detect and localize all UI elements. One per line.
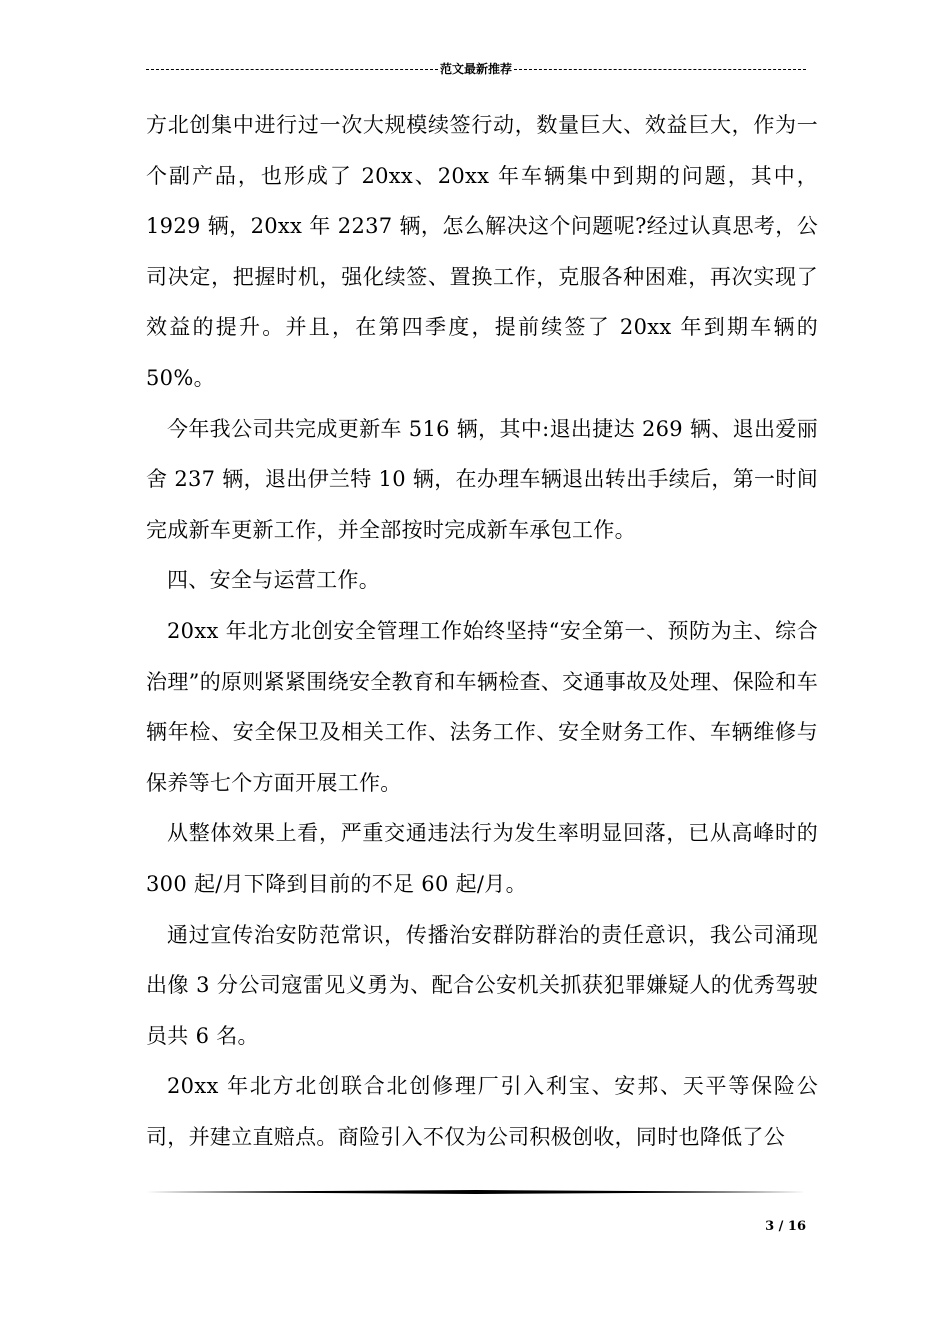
paragraph-5: 通过宣传治安防范常识，传播治安群防群治的责任意识，我公司涌现出像 3 分公司寇雷见义勇为、配合公安机关抓获犯罪嫌疑人的优秀驾驶员共 6 名。 <box>146 922 818 1048</box>
document-body <box>146 100 818 1162</box>
page-number: 3 / 16 <box>765 1219 806 1234</box>
page-header <box>146 58 806 78</box>
header-dashed-rule-right <box>514 69 806 70</box>
footer-divider <box>146 1190 806 1194</box>
paragraph-2: 今年我公司共完成更新车 516 辆，其中:退出捷达 269 辆、退出爱丽舍 237 辆，退出伊兰特 10 辆，在办理车辆退出转出手续后，第一时间完成新车更新工作，并全部按时完成新车承包工作。 <box>146 416 818 542</box>
paragraph-1: 方北创集中进行过一次大规模续签行动，数量巨大、效益巨大，作为一个副产品，也形成了 20xx、20xx 年车辆集中到期的问题，其中，1929 辆，20xx 年 2237 辆，怎么解决这个问题呢?经过认真思考，公司决定，把握时机，强化续签、置换工作，克服各种困难，再次实现了效益的提升。并且，在第四季度，提前续签了 20xx 年到期车辆的50%。 <box>146 113 818 390</box>
paragraph-6: 20xx 年北方北创联合北创修理厂引入利宝、安邦、天平等保险公司，并建立直赔点。商险引入不仅为公司积极创收，同时也降低了公 <box>146 1074 818 1149</box>
section-heading: 四、安全与运营工作。 <box>167 568 380 593</box>
header-title: 范文最新推荐 <box>440 61 513 76</box>
paragraph-3: 20xx 年北方北创安全管理工作始终坚持“安全第一、预防为主、综合治理”的原则紧紧围绕安全教育和车辆检查、交通事故及处理、保险和车辆年检、安全保卫及相关工作、法务工作、安全财务工作、车辆维修与保养等七个方面开展工作。 <box>146 618 818 795</box>
paragraph-4: 从整体效果上看，严重交通违法行为发生率明显回落，已从高峰时的 300 起/月下降到目前的不足 60 起/月。 <box>146 821 818 896</box>
header-dashed-rule-left <box>146 69 438 70</box>
